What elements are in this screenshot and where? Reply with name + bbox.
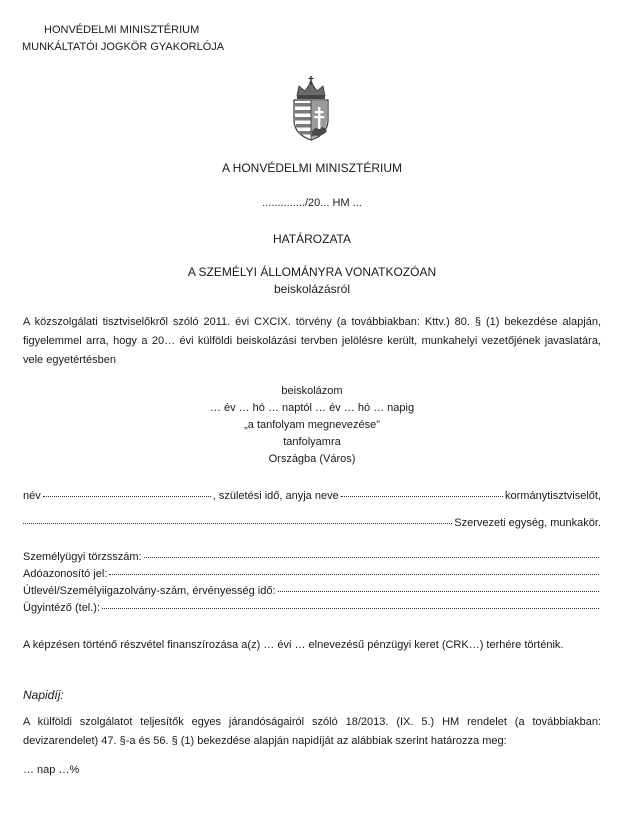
document-scope (0, 264, 624, 298)
unit-position-field[interactable] (23, 523, 452, 524)
scope-line: A SZEMÉLYI ÁLLOMÁNYRA VONATKOZÓAN (187, 265, 437, 279)
passport-field[interactable] (278, 591, 600, 592)
enrollment-period: … év … hó … naptól … év … hó … napig (209, 402, 415, 414)
person-line (23, 490, 601, 502)
birth-mother-field[interactable] (341, 496, 503, 497)
allowance-heading: Napidíj: (23, 688, 64, 702)
course-name: „a tanfolyam megnevezése” (244, 419, 380, 431)
document-type: HATÁROZATA (273, 232, 351, 246)
tax-id-field[interactable] (109, 574, 599, 575)
unit-line (23, 517, 601, 529)
name-field[interactable] (43, 496, 211, 497)
course-suffix: tanfolyamra (283, 436, 341, 448)
enrollment-verb: beiskolázom (281, 385, 343, 397)
clerk-label: Ügyintéző (tel.): (23, 602, 101, 614)
registry-label: Személyügyi törzsszám: (23, 551, 142, 563)
scope-subject: beiskolázásról (273, 282, 351, 296)
allowance-amount: … nap …% (23, 764, 80, 776)
issuer-employer-role: MUNKÁLTATÓI JOGKÖR GYAKORLÓJA (22, 41, 225, 53)
issuer-header (22, 22, 224, 56)
unit-label: Szervezeti egység, munkakör. (454, 517, 601, 529)
clerk-field[interactable] (102, 608, 599, 609)
document-number: ............../20... HM ... (262, 197, 362, 209)
issuer-ministry: HONVÉDELMI MINISZTÉRIUM (44, 24, 200, 36)
enrollment-block (0, 383, 624, 468)
passport-label: Útlevél/Személyiigazolvány-szám, érvényesség idő: (23, 585, 276, 597)
registry-field[interactable] (144, 557, 599, 558)
course-location: Országba (Város) (268, 453, 356, 465)
name-label: név (23, 490, 41, 502)
clerk-line (23, 602, 601, 614)
registry-line (23, 551, 601, 563)
funding-paragraph: A képzésen történő részvétel finanszírozása a(z) … évi … elnevezésű pénzügyi keret (CRK…) terhére történik. (23, 639, 564, 651)
tax-id-line (23, 568, 601, 580)
passport-line (23, 585, 601, 597)
birth-label: , születési idő, anyja neve (212, 490, 339, 502)
allowance-paragraph: A külföldi szolgálatot teljesítők egyes járandóságairól szóló 18/2013. (IX. 5.) HM rendelet (a továbbiakban: devizarendelet) 47. §-a és 56. § (1) bekezdése alapján napidíját az alábbiak szerint határozza meg: (23, 716, 601, 747)
tax-id-label: Adóazonosító jel: (23, 568, 108, 580)
document-authority: A HONVÉDELMI MINISZTÉRIUM (221, 161, 403, 175)
legal-basis-paragraph: A közszolgálati tisztviselőkről szóló 2011. évi CXCIX. törvény (a továbbiakban: Kttv.) 80. § (1) bekezdése alapján, figyelemmel arra, hogy a 20… évi külföldi beiskolázási tervben jelölésre került, munkahelyi vezetőjének javaslatára, vele egyetértésben (23, 316, 601, 366)
status-label: kormánytisztviselőt, (505, 490, 601, 502)
hungarian-coat-of-arms-icon (287, 74, 335, 142)
